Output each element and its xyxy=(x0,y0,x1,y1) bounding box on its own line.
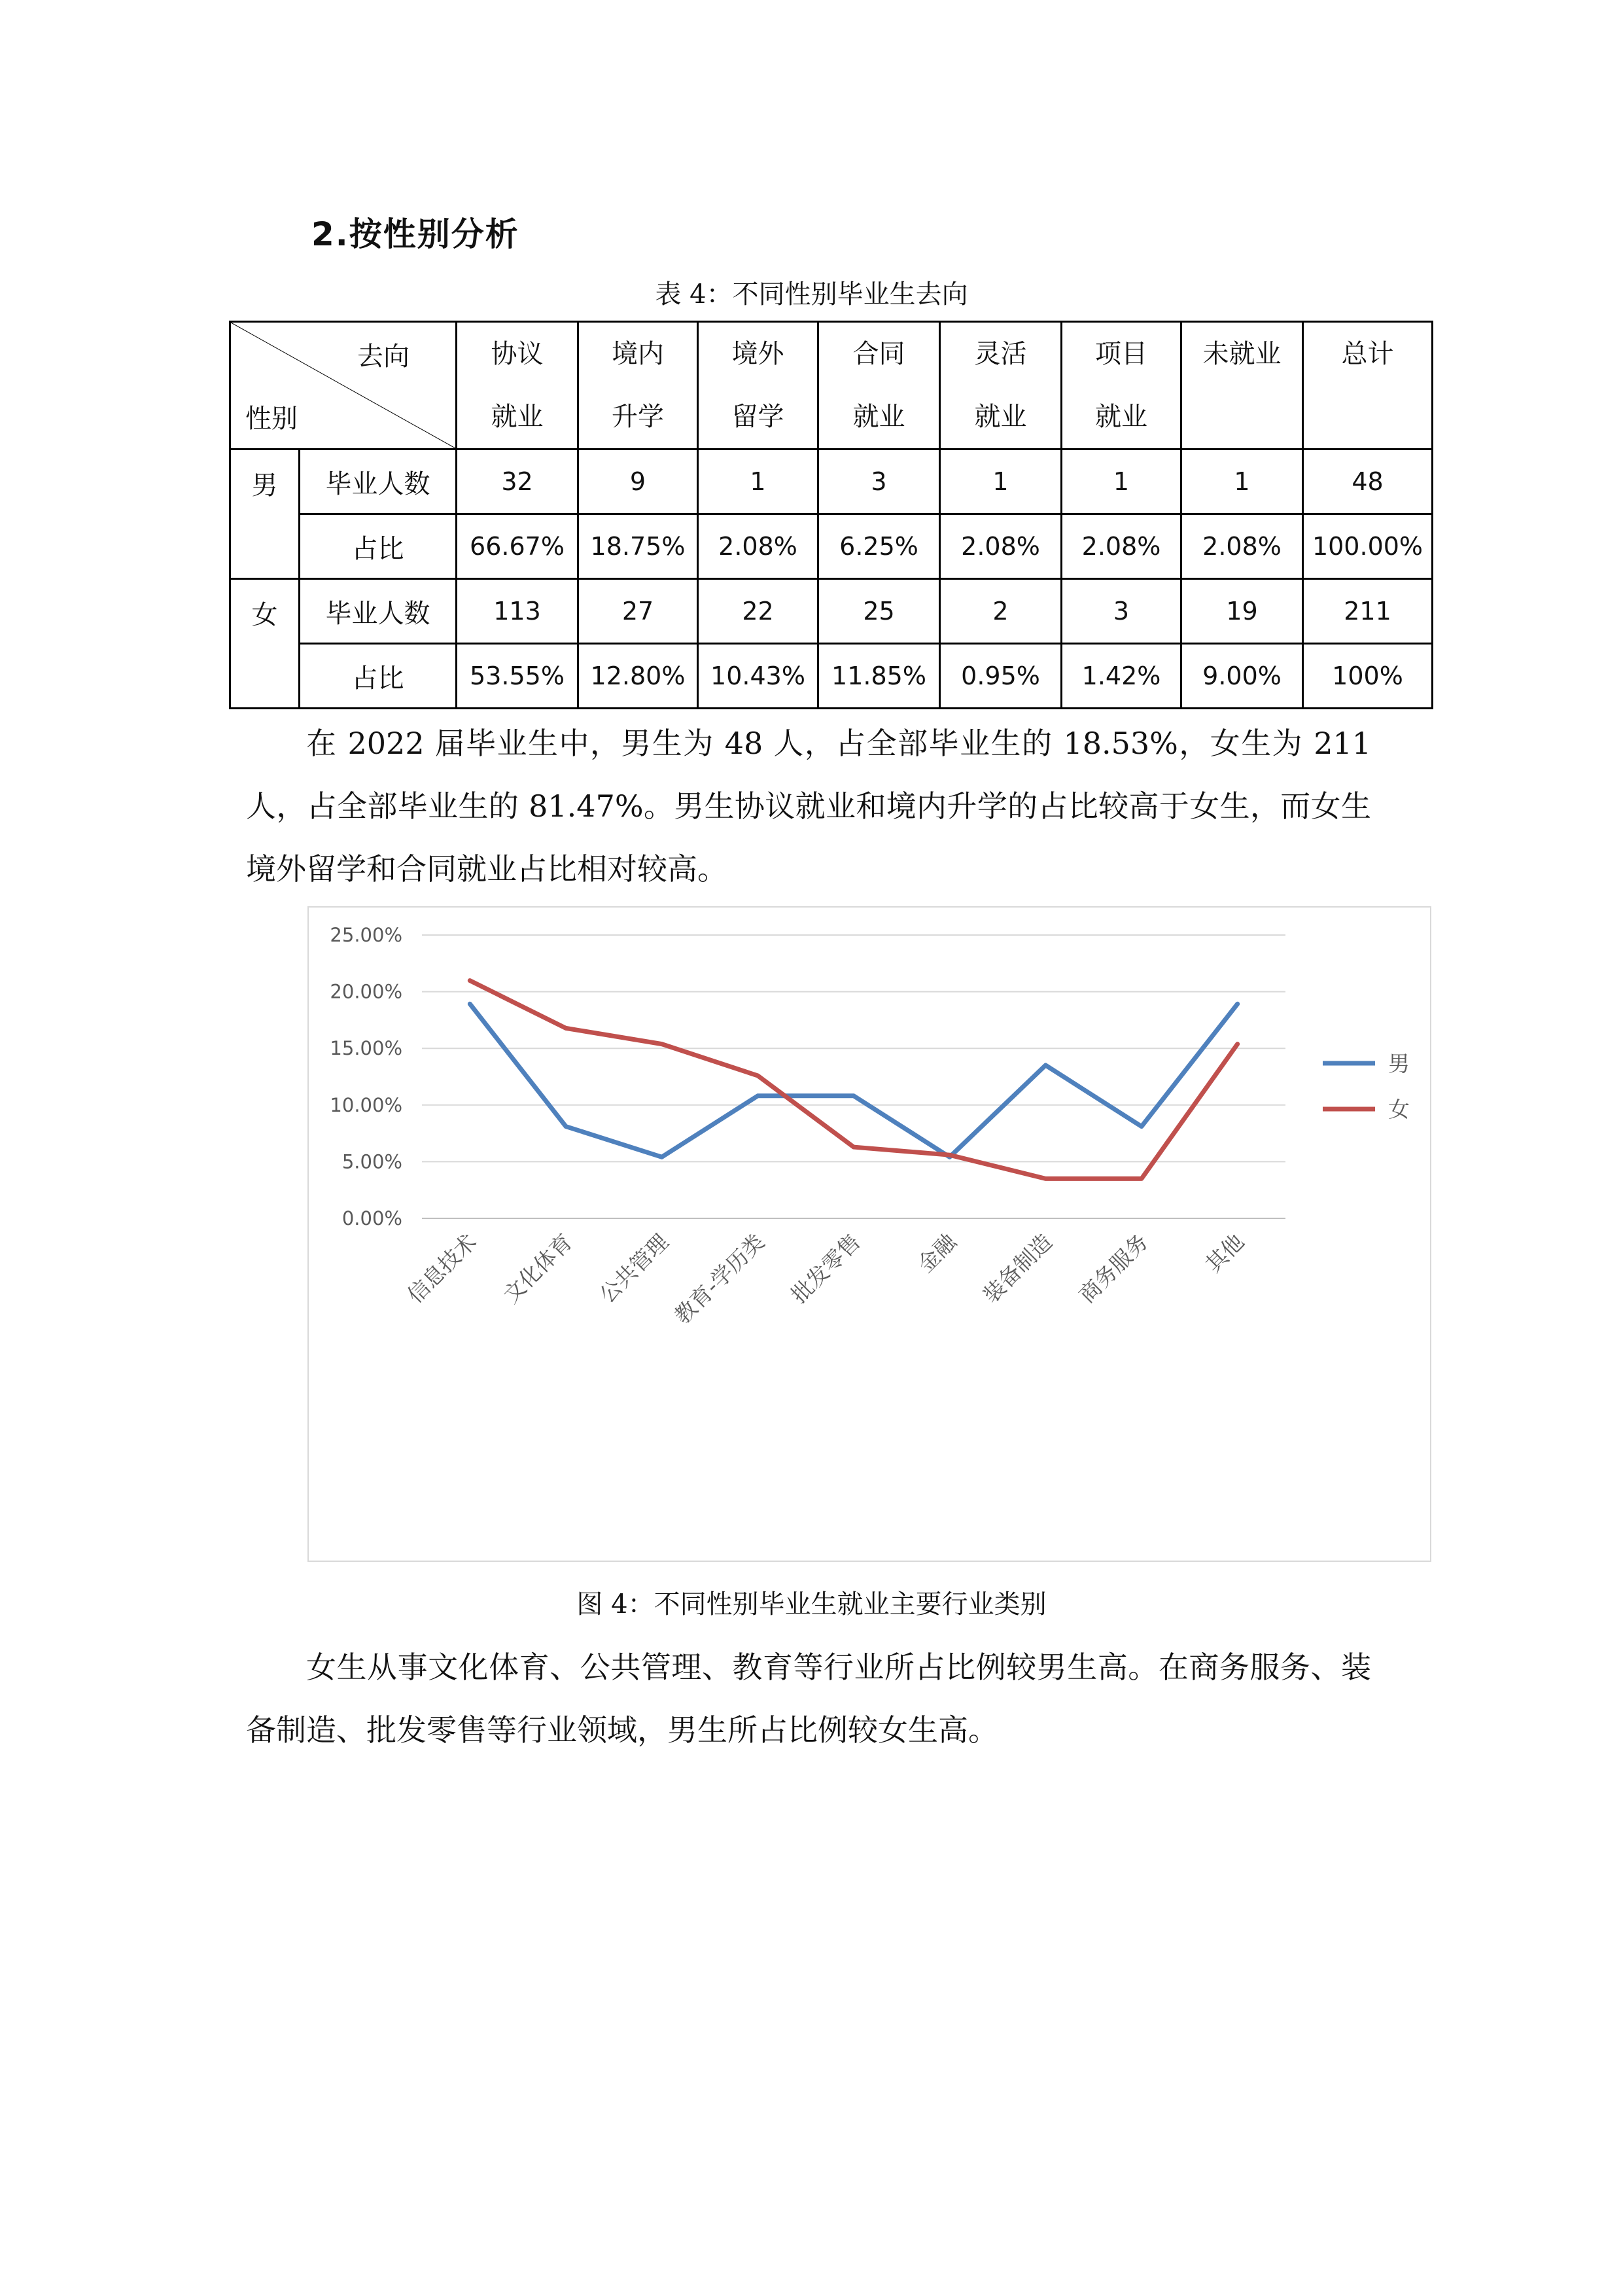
gender-cell: 男 xyxy=(230,450,300,579)
table-cell: 1 xyxy=(1062,450,1181,514)
table-cell: 1 xyxy=(698,450,818,514)
x-tick-label: 公共管理 xyxy=(594,1229,674,1308)
column-header: 合同 就业 xyxy=(818,322,940,450)
table-cell: 211 xyxy=(1303,579,1433,644)
graduate-destination-table xyxy=(229,321,1433,709)
column-header: 协议 就业 xyxy=(457,322,578,450)
paragraph-industry-summary: 女生从事文化体育、公共管理、教育等行业所占比例较男生高。在商务服务、装备制造、批发零售等行业领域，男生所占比例较女生高。 xyxy=(246,1650,1371,1748)
table-cell: 25 xyxy=(818,579,940,644)
x-tick-label: 其他 xyxy=(1200,1229,1249,1278)
table-cell: 2.08% xyxy=(1181,514,1303,579)
column-header: 境外 留学 xyxy=(698,322,818,450)
x-tick-label: 批发零售 xyxy=(786,1229,865,1308)
table-cell: 0.95% xyxy=(940,644,1062,709)
table-cell: 2.08% xyxy=(698,514,818,579)
paragraph-gender-summary: 在 2022 届毕业生中，男生为 48 人，占全部毕业生的 18.53%，女生为 211 人，占全部毕业生的 81.47%。男生协议就业和境内升学的占比较高于女生，而女生境外留学和合同就业占比相对较高。 xyxy=(246,726,1371,887)
section-title: 2.按性别分析 xyxy=(311,215,519,253)
x-tick-label: 金融 xyxy=(913,1229,962,1278)
table-header-row xyxy=(230,322,1433,450)
table-cell: 1.42% xyxy=(1062,644,1181,709)
corner-destination-label: 去向 xyxy=(357,342,410,372)
table-cell: 53.55% xyxy=(457,644,578,709)
column-header: 未就业 xyxy=(1181,322,1303,450)
table-cell: 9.00% xyxy=(1181,644,1303,709)
row-label: 占比 xyxy=(300,514,457,579)
x-tick-label: 信息技术 xyxy=(402,1229,481,1308)
series-line-female xyxy=(470,981,1237,1179)
table-cell: 3 xyxy=(818,450,940,514)
figure-caption: 图 4：不同性别毕业生就业主要行业类别 xyxy=(576,1589,1047,1619)
gender-cell: 女 xyxy=(230,579,300,709)
table-row xyxy=(230,644,1433,709)
table-cell: 9 xyxy=(578,450,698,514)
x-tick-label: 教育-学历类 xyxy=(669,1229,769,1329)
table-cell: 1 xyxy=(1181,450,1303,514)
y-tick-label: 15.00% xyxy=(330,1037,402,1060)
x-tick-label: 装备制造 xyxy=(978,1229,1057,1308)
column-header: 境内 升学 xyxy=(578,322,698,450)
series-line-male xyxy=(470,1004,1237,1157)
y-tick-label: 20.00% xyxy=(330,980,402,1003)
table-row xyxy=(230,450,1433,514)
column-header: 总计 xyxy=(1303,322,1433,450)
table-cell: 48 xyxy=(1303,450,1433,514)
table-cell: 100.00% xyxy=(1303,514,1433,579)
table-row xyxy=(230,579,1433,644)
y-tick-label: 5.00% xyxy=(341,1150,402,1173)
y-tick-label: 10.00% xyxy=(330,1093,402,1116)
row-label: 毕业人数 xyxy=(300,579,457,644)
table-cell: 2 xyxy=(940,579,1062,644)
table-corner-cell xyxy=(230,322,457,450)
table-cell: 10.43% xyxy=(698,644,818,709)
x-tick-label: 文化体育 xyxy=(498,1229,578,1308)
legend-label: 女 xyxy=(1388,1097,1410,1122)
table-caption: 表 4：不同性别毕业生去向 xyxy=(655,279,968,309)
row-label: 毕业人数 xyxy=(300,450,457,514)
table-cell: 3 xyxy=(1062,579,1181,644)
table-cell: 22 xyxy=(698,579,818,644)
x-tick-label: 商务服务 xyxy=(1073,1229,1153,1308)
table-cell: 1 xyxy=(940,450,1062,514)
table-cell: 11.85% xyxy=(818,644,940,709)
table-cell: 27 xyxy=(578,579,698,644)
table-cell: 32 xyxy=(457,450,578,514)
table-cell: 66.67% xyxy=(457,514,578,579)
table-row xyxy=(230,514,1433,579)
table-cell: 100% xyxy=(1303,644,1433,709)
corner-gender-label: 性别 xyxy=(245,404,298,434)
table-cell: 113 xyxy=(457,579,578,644)
table-cell: 12.80% xyxy=(578,644,698,709)
y-tick-label: 0.00% xyxy=(341,1207,402,1229)
table-cell: 2.08% xyxy=(940,514,1062,579)
table-cell: 19 xyxy=(1181,579,1303,644)
y-tick-label: 25.00% xyxy=(330,924,402,946)
legend-label: 男 xyxy=(1388,1051,1410,1076)
chart-canvas xyxy=(309,908,1430,1561)
table-cell: 18.75% xyxy=(578,514,698,579)
table-cell: 6.25% xyxy=(818,514,940,579)
column-header: 灵活 就业 xyxy=(940,322,1062,450)
row-label: 占比 xyxy=(300,644,457,709)
table-cell: 2.08% xyxy=(1062,514,1181,579)
industry-line-chart xyxy=(307,906,1431,1562)
column-header: 项目 就业 xyxy=(1062,322,1181,450)
